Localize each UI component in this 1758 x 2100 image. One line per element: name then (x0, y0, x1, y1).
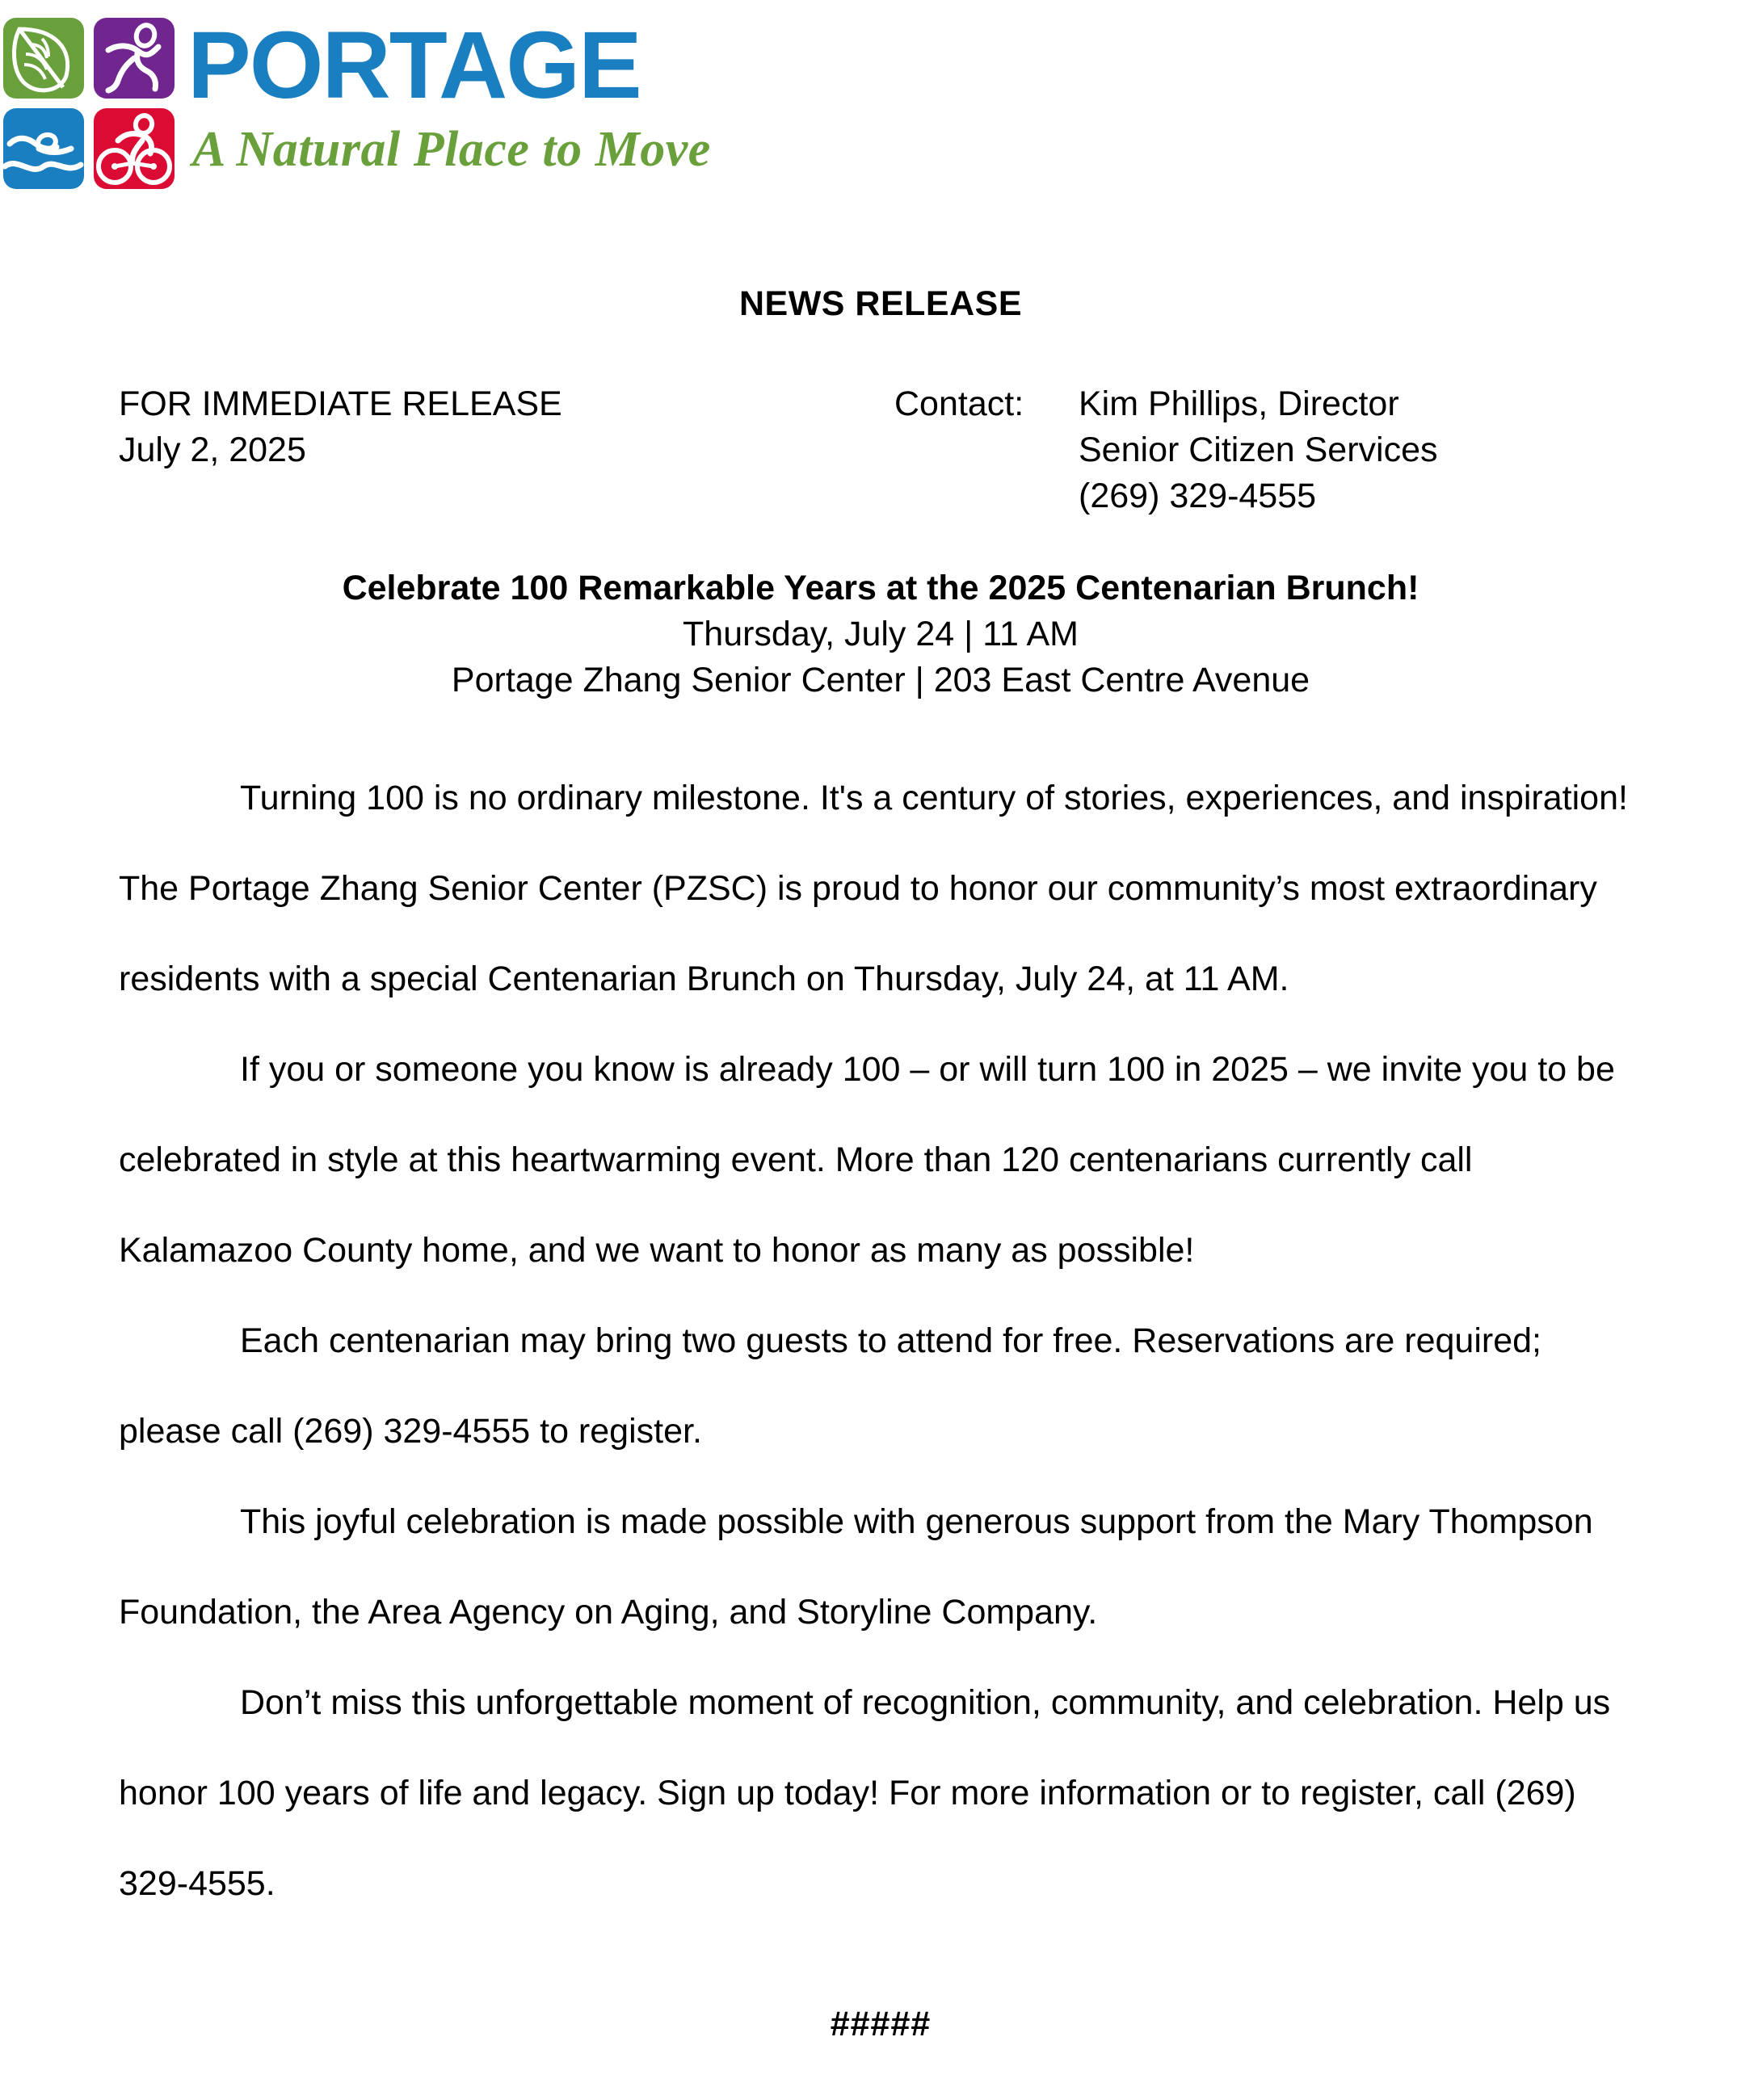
body-paragraph: If you or someone you know is already 100 – or will turn 100 in 2025 – we invite you to be celebrated in style at this heartwarming event. More than 120 centenarians currently call Kalamazoo County home, and we want to honor as many as possible! (119, 1050, 1615, 1270)
contact-phone: (269) 329-4555 (1079, 477, 1317, 515)
logo-tagline: A Natural Place to Move (192, 122, 711, 177)
release-body (119, 753, 1642, 1929)
portage-logo (3, 13, 714, 191)
event-headline: Celebrate 100 Remarkable Years at the 2025 Centenarian Brunch! (342, 569, 1419, 607)
logo-wordmark: PORTAGE (187, 12, 641, 119)
event-datetime: Thursday, July 24 | 11 AM (683, 615, 1079, 653)
release-status: FOR IMMEDIATE RELEASE (119, 384, 562, 423)
contact-details (1079, 381, 1438, 519)
contact-department: Senior Citizen Services (1079, 430, 1438, 469)
release-date: July 2, 2025 (119, 430, 306, 469)
leaf-icon (3, 18, 84, 99)
event-location: Portage Zhang Senior Center | 203 East Centre Avenue (451, 661, 1310, 699)
end-marker: ##### (830, 2005, 932, 2043)
contact-column (894, 381, 1438, 519)
runner-icon (94, 18, 175, 99)
body-paragraph: Turning 100 is no ordinary milestone. It's a century of stories, experiences, and inspiration! The Portage Zhang Senior Center (PZSC) is proud to honor our community’s most extraordinary residents with a special Centenarian Brunch on Thursday, July 24, at 11 AM. (119, 779, 1628, 998)
contact-label: Contact: (894, 384, 1024, 423)
body-paragraph: Each centenarian may bring two guests to attend for free. Reservations are required; please call (269) 329-4555 to register. (119, 1321, 1541, 1451)
release-status-column (119, 381, 894, 519)
logo-tile-grid (3, 18, 175, 189)
event-headline-block (119, 565, 1642, 704)
news-release-heading: NEWS RELEASE (738, 284, 1023, 323)
contact-name: Kim Phillips, Director (1079, 384, 1399, 423)
release-contact-block (119, 381, 1642, 519)
swimmer-icon (3, 108, 84, 189)
body-paragraph: Don’t miss this unforgettable moment of recognition, community, and celebration. Help us honor 100 years of life and legacy. Sign up today! For more information or to register, call (269) 329-4555. (119, 1683, 1611, 1903)
body-paragraph: This joyful celebration is made possible with generous support from the Mary Thompson Foundation, the Area Agency on Aging, and Storyline Company. (119, 1502, 1593, 1632)
cyclist-icon (94, 108, 175, 189)
